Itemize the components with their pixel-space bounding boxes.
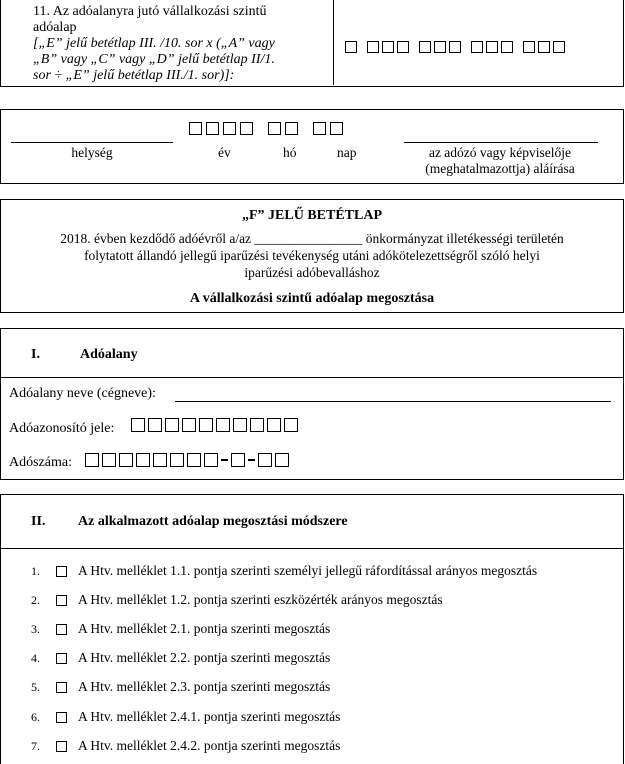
method-option-4[interactable]: [0, 651, 625, 669]
taxpayer-name-field[interactable]: [175, 387, 611, 402]
section-2-header-divider: [0, 548, 624, 549]
tax-id-digit-box[interactable]: [199, 418, 213, 432]
day-digit-box[interactable]: [330, 122, 343, 135]
header-line2: folytatott állandó jellegű iparűzési tevékenység utáni adókötelezettségről szóló helyi: [84, 248, 540, 263]
item-11-label: [33, 4, 333, 84]
tax-id-digit-box[interactable]: [148, 418, 162, 432]
method-option-number: 2.: [31, 593, 40, 607]
amount-digit-box[interactable]: [345, 41, 357, 53]
tax-number-label: Adószáma:: [9, 455, 72, 470]
top-section-divider: [333, 0, 334, 85]
section-2-title: Az alkalmazott adóalap megosztási módszere: [78, 514, 348, 529]
tax-number-digit-box[interactable]: [187, 453, 201, 467]
amount-digit-box[interactable]: [367, 41, 379, 53]
tax-number-digit-box[interactable]: [136, 453, 150, 467]
amount-digit-box[interactable]: [471, 41, 483, 53]
tax-id-digit-box[interactable]: [182, 418, 196, 432]
tax-number-digit-box[interactable]: [119, 453, 133, 467]
method-option-number: 1.: [31, 564, 40, 578]
tax-number-digit-box[interactable]: [275, 453, 289, 467]
amount-digit-box[interactable]: [382, 41, 394, 53]
item-11-formula-line3: sor ÷ „E” jelű betétlap III./1. sor)]:: [33, 68, 235, 83]
signature-label-line2: (meghatalmazottja) aláírása: [425, 161, 575, 176]
day-label: nap: [337, 145, 357, 160]
method-option-label: A Htv. melléklet 2.2. pontja szerinti megosztás: [78, 650, 331, 665]
page-subtitle: A vállalkozási szintű adóalap megosztása: [189, 291, 435, 306]
tax-id-digit-box[interactable]: [284, 418, 298, 432]
tax-id-digit-box[interactable]: [165, 418, 179, 432]
method-option-number: 7.: [31, 739, 40, 753]
place-label: helység: [71, 145, 113, 160]
tax-id-label: Adóazonosító jele:: [9, 421, 115, 436]
method-option-label: A Htv. melléklet 1.1. pontja szerinti személyi jellegű ráfordítással arányos megosztás: [78, 563, 538, 578]
method-option-checkbox[interactable]: [56, 566, 67, 577]
method-option-label: A Htv. melléklet 1.2. pontja szerinti eszközérték arányos megosztás: [78, 592, 443, 607]
year-digit-box[interactable]: [240, 122, 253, 135]
method-option-checkbox[interactable]: [56, 653, 67, 664]
section-1-number: I.: [31, 347, 40, 362]
taxpayer-name-label: Adóalany neve (cégneve):: [9, 386, 156, 401]
tax-number-digit-box[interactable]: [258, 453, 272, 467]
amount-digit-box[interactable]: [434, 41, 446, 53]
page-title: „F” JELŰ BETÉTLAP: [241, 208, 383, 223]
tax-number-digit-box[interactable]: [102, 453, 116, 467]
method-option-1[interactable]: [0, 564, 625, 582]
year-digit-box[interactable]: [223, 122, 236, 135]
tax-number-digit-box[interactable]: [231, 453, 245, 467]
section-2-number: II.: [31, 514, 46, 529]
amount-digit-box[interactable]: [501, 41, 513, 53]
tax-number-separator: [221, 459, 228, 461]
method-option-6[interactable]: [0, 710, 625, 728]
method-option-number: 3.: [31, 622, 40, 636]
amount-digit-box[interactable]: [419, 41, 431, 53]
method-option-5[interactable]: [0, 680, 625, 698]
amount-digit-box[interactable]: [397, 41, 409, 53]
header-line3: iparűzési adóbevalláshoz: [244, 265, 380, 280]
amount-digit-box[interactable]: [486, 41, 498, 53]
item-11-line2: adóalap: [33, 20, 77, 35]
year-digit-box[interactable]: [206, 122, 219, 135]
section-1-title: Adóalany: [80, 347, 138, 362]
method-option-checkbox[interactable]: [56, 624, 67, 635]
tax-number-digit-box[interactable]: [204, 453, 218, 467]
header-text: [0, 230, 624, 281]
method-option-2[interactable]: [0, 593, 625, 611]
tax-number-field[interactable]: [85, 453, 289, 467]
month-digit-box[interactable]: [285, 122, 298, 135]
date-field[interactable]: [189, 122, 343, 135]
place-line[interactable]: [11, 128, 173, 143]
tax-id-digit-box[interactable]: [233, 418, 247, 432]
signature-line[interactable]: [404, 128, 598, 143]
method-option-label: A Htv. melléklet 2.4.1. pontja szerinti megosztás: [78, 709, 341, 724]
item-11-amount-field[interactable]: [345, 41, 565, 53]
item-11-formula-line2: „B” vagy „C” vagy „D” jelű betétlap II/1.: [33, 52, 275, 67]
month-digit-box[interactable]: [268, 122, 281, 135]
method-option-label: A Htv. melléklet 2.1. pontja szerinti megosztás: [78, 621, 331, 636]
section-1-header-divider: [0, 377, 624, 378]
tax-number-digit-box[interactable]: [170, 453, 184, 467]
tax-id-digit-box[interactable]: [250, 418, 264, 432]
tax-number-separator: [248, 459, 255, 461]
method-option-label: A Htv. melléklet 2.4.2. pontja szerinti megosztás: [78, 738, 341, 753]
method-option-checkbox[interactable]: [56, 741, 67, 752]
amount-digit-box[interactable]: [553, 41, 565, 53]
day-digit-box[interactable]: [313, 122, 326, 135]
month-label: hó: [283, 145, 297, 160]
tax-id-digit-box[interactable]: [131, 418, 145, 432]
signature-label: [400, 145, 600, 177]
method-option-7[interactable]: [0, 739, 625, 757]
amount-digit-box[interactable]: [449, 41, 461, 53]
year-digit-box[interactable]: [189, 122, 202, 135]
method-option-checkbox[interactable]: [56, 595, 67, 606]
item-11-formula-line1: [„E” jelű betétlap III. /10. sor x („A” vagy: [33, 36, 275, 51]
method-option-number: 5.: [31, 680, 40, 694]
year-label: év: [218, 145, 231, 160]
method-option-checkbox[interactable]: [56, 682, 67, 693]
tax-id-digit-box[interactable]: [267, 418, 281, 432]
tax-id-digit-box[interactable]: [216, 418, 230, 432]
signature-label-line1: az adózó vagy képviselője: [428, 145, 572, 160]
tax-number-digit-box[interactable]: [153, 453, 167, 467]
amount-digit-box[interactable]: [538, 41, 550, 53]
method-option-label: A Htv. melléklet 2.3. pontja szerinti megosztás: [78, 679, 331, 694]
method-option-number: 4.: [31, 651, 40, 665]
amount-digit-box[interactable]: [523, 41, 535, 53]
header-line1: 2018. évben kezdődő adóévről a/az ________________ önkormányzat illetékességi területén: [60, 231, 564, 246]
tax-number-digit-box[interactable]: [85, 453, 99, 467]
tax-id-field[interactable]: [131, 418, 298, 432]
method-option-number: 6.: [31, 710, 40, 724]
method-option-3[interactable]: [0, 622, 625, 640]
method-option-checkbox[interactable]: [56, 712, 67, 723]
item-11-line1: 11. Az adóalanyra jutó vállalkozási szintű: [33, 4, 267, 19]
